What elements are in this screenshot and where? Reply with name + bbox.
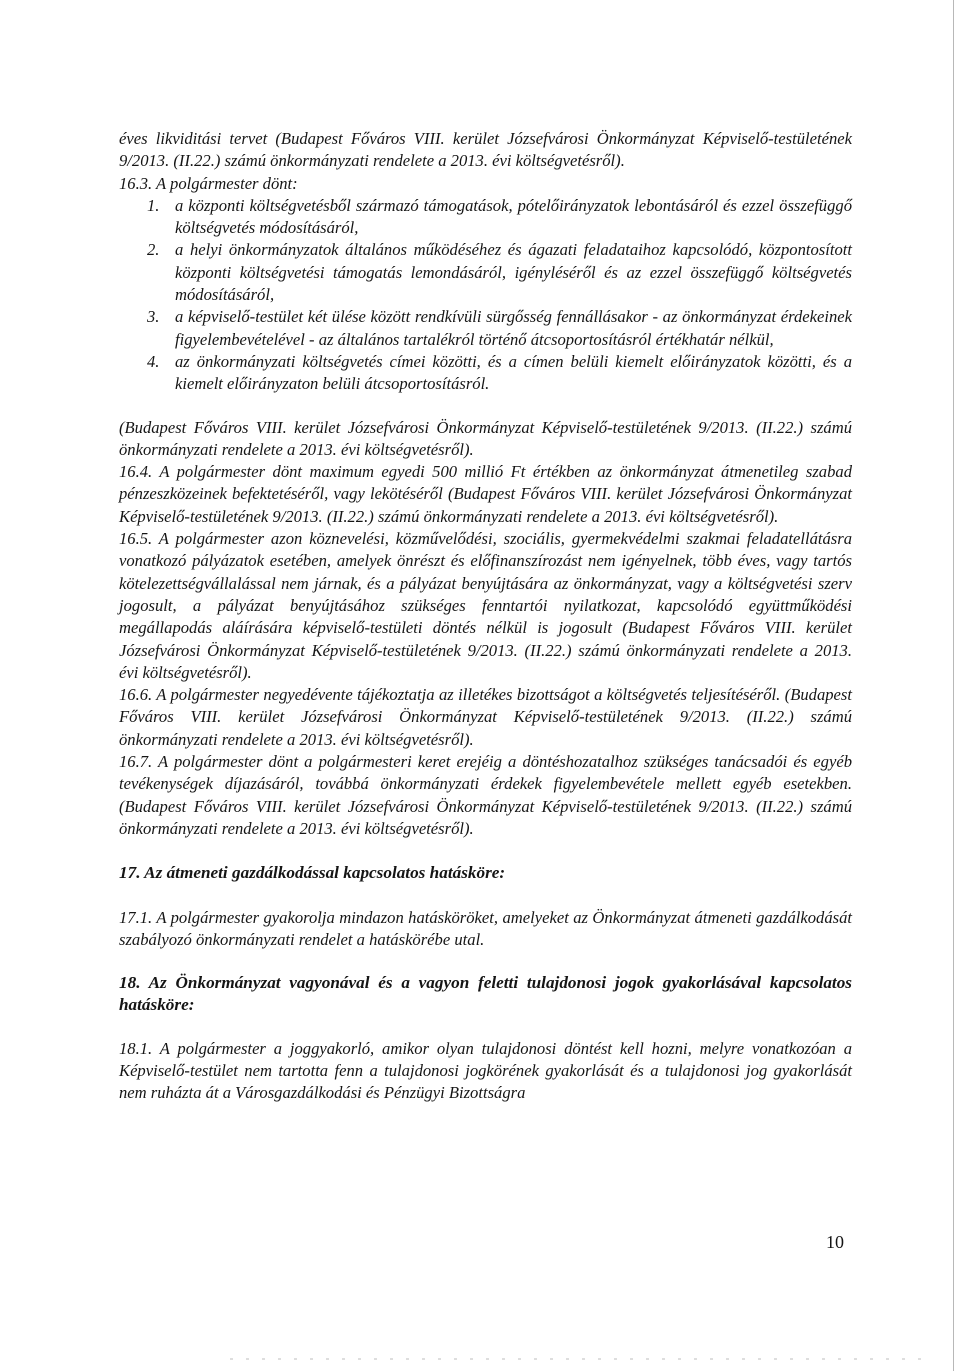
paragraph-16-5: 16.5. A polgármester azon köznevelési, közművelődési, szociális, gyermekvédelmi szakmai feladatellátásra vonatkozó pályázatok esetében, amelyek önrészt és előfinanszírozást nem igényelnek, több éves, vagy tartós kötelezettségvállalással nem járnak, és a pályázat benyújtására az önkormányzat, vagy a költségvetési szerv jogosult, a pályázat benyújtásához szükséges fenntartói nyilatkozat, kapcsolódó együttműködési megállapodás aláírására képviselő-testületi döntés nélkül is jogosult (Budapest Főváros VIII. kerület Józsefvárosi Önkormányzat Képviselő-testületének 9/2013. (II.22.) számú önkormányzati rendelete a 2013. évi költségvetésről).	[119, 529, 852, 682]
reference-16-3: (Budapest Főváros VIII. kerület Józsefvárosi Önkormányzat Képviselő-testületének 9/2013. (II.22.) számú önkormányzati rendelete a 2013. évi költségvetésről).	[119, 417, 852, 459]
document-page	[119, 128, 852, 1105]
list-item-text: a központi költségvetésből származó támogatások, pótelőirányzatok lebontásáról és ezzel összefüggő költségvetés módosításáról,	[175, 195, 852, 238]
spacer	[119, 951, 852, 972]
spacer	[119, 840, 852, 862]
list-item-number: 1.	[147, 195, 160, 215]
list-item	[119, 239, 852, 306]
paragraph-16-4: 16.4. A polgármester dönt maximum egyedi 500 millió Ft értékben az önkormányzat átmenetileg szabad pénzeszközeinek befektetéséről, vagy lekötéséről (Budapest Főváros VIII. kerület Józsefvárosi Önkormányzat Képviselő-testületének 9/2013. (II.22.) számú önkormányzati rendelete a 2013. évi költségvetésről).	[119, 462, 852, 526]
page-number: 10	[826, 1232, 844, 1252]
spacer	[119, 885, 852, 907]
paragraph-17-1: 17.1. A polgármester gyakorolja mindazon hatásköröket, amelyeket az Önkormányzat átmeneti gazdálkodását szabályozó önkormányzati rendelet a hatáskörébe utal.	[119, 907, 852, 949]
spacer	[119, 1017, 852, 1038]
list-item	[119, 351, 852, 396]
heading-18: 18. Az Önkormányzat vagyonával és a vagyon feletti tulajdonosi jogok gyakorlásával kapcsolatos hatásköre:	[119, 973, 852, 1015]
list-item	[119, 195, 852, 240]
scan-artifact-dots	[230, 1358, 930, 1360]
list-item-text: az önkormányzati költségvetés címei közötti, és a címen belüli kiemelt előirányzatok közötti, és a kiemelt előirányzaton belüli átcsoportosításról.	[175, 351, 852, 394]
heading-17: 17. Az átmeneti gazdálkodással kapcsolatos hatásköre:	[119, 863, 506, 883]
intro-continuation: éves likviditási tervet (Budapest Főváros VIII. kerület Józsefvárosi Önkormányzat Képviselő-testületének 9/2013. (II.22.) számú önkormányzati rendelete a 2013. évi költségvetésről).	[119, 129, 852, 171]
decision-list	[119, 195, 852, 396]
subsection-16-3: 16.3. A polgármester dönt:	[119, 173, 298, 193]
list-item-number: 3.	[147, 307, 160, 327]
spacer	[119, 396, 852, 417]
list-item-number: 4.	[147, 351, 160, 371]
paragraph-16-7: 16.7. A polgármester dönt a polgármesteri keret erejéig a döntéshozatalhoz szükséges tanácsadói és egyéb tevékenységek díjazásáról, továbbá önkormányzati érdekek figyelembevétele mellett egyéb esetekben. (Budapest Főváros VIII. kerület Józsefvárosi Önkormányzat Képviselő-testületének 9/2013. (II.22.) számú önkormányzati rendelete a 2013. évi költségvetésről).	[119, 752, 852, 838]
paragraph-16-6: 16.6. A polgármester negyedévente tájékoztatja az illetékes bizottságot a költségvetés teljesítéséről. (Budapest Főváros VIII. kerület Józsefvárosi Önkormányzat Képviselő-testületének 9/2013. (II.22.) számú önkormányzati rendelete a 2013. évi költségvetésről).	[119, 685, 852, 749]
list-item-number: 2.	[147, 240, 160, 260]
paragraph-18-1: 18.1. A polgármester a joggyakorló, amikor olyan tulajdonosi döntést kell hozni, melyre vonatkozóan a Képviselő-testület nem tartotta fenn a tulajdonosi jogkörének gyakorlását és a tulajdonosi jog gyakorlását nem ruházta át a Városgazdálkodási és Pénzügyi Bizottságra	[119, 1038, 852, 1103]
scan-edge-line	[953, 0, 954, 1371]
list-item	[119, 306, 852, 351]
list-item-text: a képviselő-testület két ülése között rendkívüli sürgősség fennállásakor - az önkormányzat érdekeinek figyelembevételével - az általános tartalékról történő átcsoportosításról értékhatár nélkül,	[175, 307, 852, 349]
list-item-text: a helyi önkormányzatok általános működéséhez és ágazati feladataihoz kapcsolódó, központosított központi költségvetési támogatás lemondásáról, igényléséről és az ezzel összefüggő költségvetés módosításáról,	[175, 240, 852, 305]
